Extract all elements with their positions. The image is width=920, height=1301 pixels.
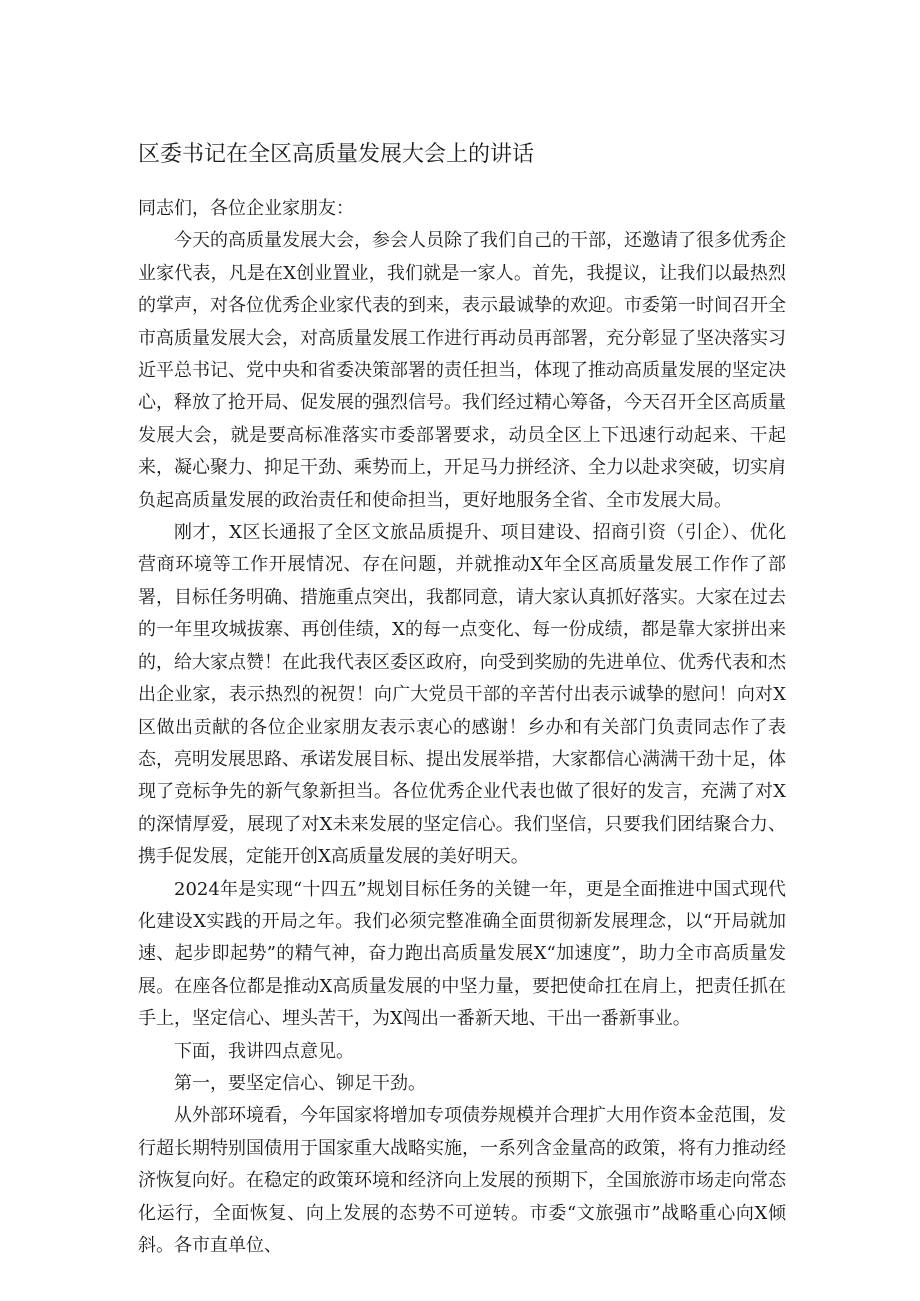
section-heading-first-point: 第一，要坚定信心、铆足干劲。 — [174, 1072, 426, 1094]
paragraph-opening: 今天的高质量发展大会，参会人员除了我们自己的干部，还邀请了很多优秀企业家代表，凡是在X创业置业，我们就是一家人。首先，我提议，让我们以最热烈的掌声，对各位优秀企业家代表的到来，表示最诚挚的欢迎。市委第一时间召开全市高质量发展大会，对高质量发展工作进行再动员再部署，充分彰显了坚决落实习近平总书记、党中央和省委决策部署的责任担当，体现了推动高质量发展的坚定决心，释放了抢开局、促发展的强烈信号。我们经过精心筹备，今天召开全区高质量发展大会，就是要高标准落实市委部署要求，动员全区上下迅速行动起来、干起来，凝心聚力、抑足干劲、乘势而上，开足马力拼经济、全力以赴求突破，切实肩负起高质量发展的政治责任和使命担当，更好地服务全省、全市发展大局。 — [138, 230, 786, 511]
paragraph-external-environment: 从外部环境看，今年国家将增加专项债券规模并合理扩大用作资本金范围，发行超长期特别国债用于国家重大战略实施，一系列含金量高的政策，将有力推动经济恢复向好。在稳定的政策环境和经济向上发展的预期下，全国旅游市场走向常态化运行，全面恢复、向上发展的态势不可逆转。市委“文旅强市”战略重心向X倾斜。各市直单位、 — [138, 1105, 786, 1256]
document-title: 区委书记在全区高质量发展大会上的讲话 — [138, 142, 535, 167]
paragraph-four-points-intro: 下面，我讲四点意见。 — [174, 1040, 354, 1062]
paragraph-2024-goals: 2024年是实现“十四五”规划目标任务的关键一年，更是全面推进中国式现代化建设X实践的开局之年。我们必须完整准确全面贯彻新发展理念，以“开局就加速、起步即起势”的精气神，奋力跑出高质量发展X“加速度”，助力全市高质量发展。在座各位都是推动X高质量发展的中坚力量，要把使命扛在肩上，把责任抓在手上，坚定信心、埋头苦干，为X闯出一番新天地、干出一番新事业。 — [138, 878, 786, 1030]
salutation: 同志们，各位企业家朋友： — [138, 198, 354, 219]
document-body — [138, 193, 786, 1262]
paragraph-report-review: 刚才，X区长通报了全区文旅品质提升、项目建设、招商引资（引企）、优化营商环境等工作开展情况、存在问题，并就推动X年全区高质量发展工作作了部署，目标任务明确、措施重点突出，我都同意，请大家认真抓好落实。大家在过去的一年里攻城拔寨、再创佳绩，X的每一点变化、每一份成绩，都是靠大家拼出来的，给大家点赞！在此我代表区委区政府，向受到奖励的先进单位、优秀代表和杰出企业家，表示热烈的祝贺！向广大党员干部的辛苦付出表示诚挚的慰问！向对X区做出贡献的各位企业家朋友表示衷心的感谢！乡办和有关部门负责同志作了表态，亮明发展思路、承诺发展目标、提出发展举措，大家都信心满满干劲十足，体现了竞标争先的新气象新担当。各位优秀企业代表也做了很好的发言，充满了对X的深情厚爱，展现了对X未来发展的坚定信心。我们坚信，只要我们团结聚合力、携手促发展，定能开创X高质量发展的美好明天。 — [138, 522, 786, 868]
